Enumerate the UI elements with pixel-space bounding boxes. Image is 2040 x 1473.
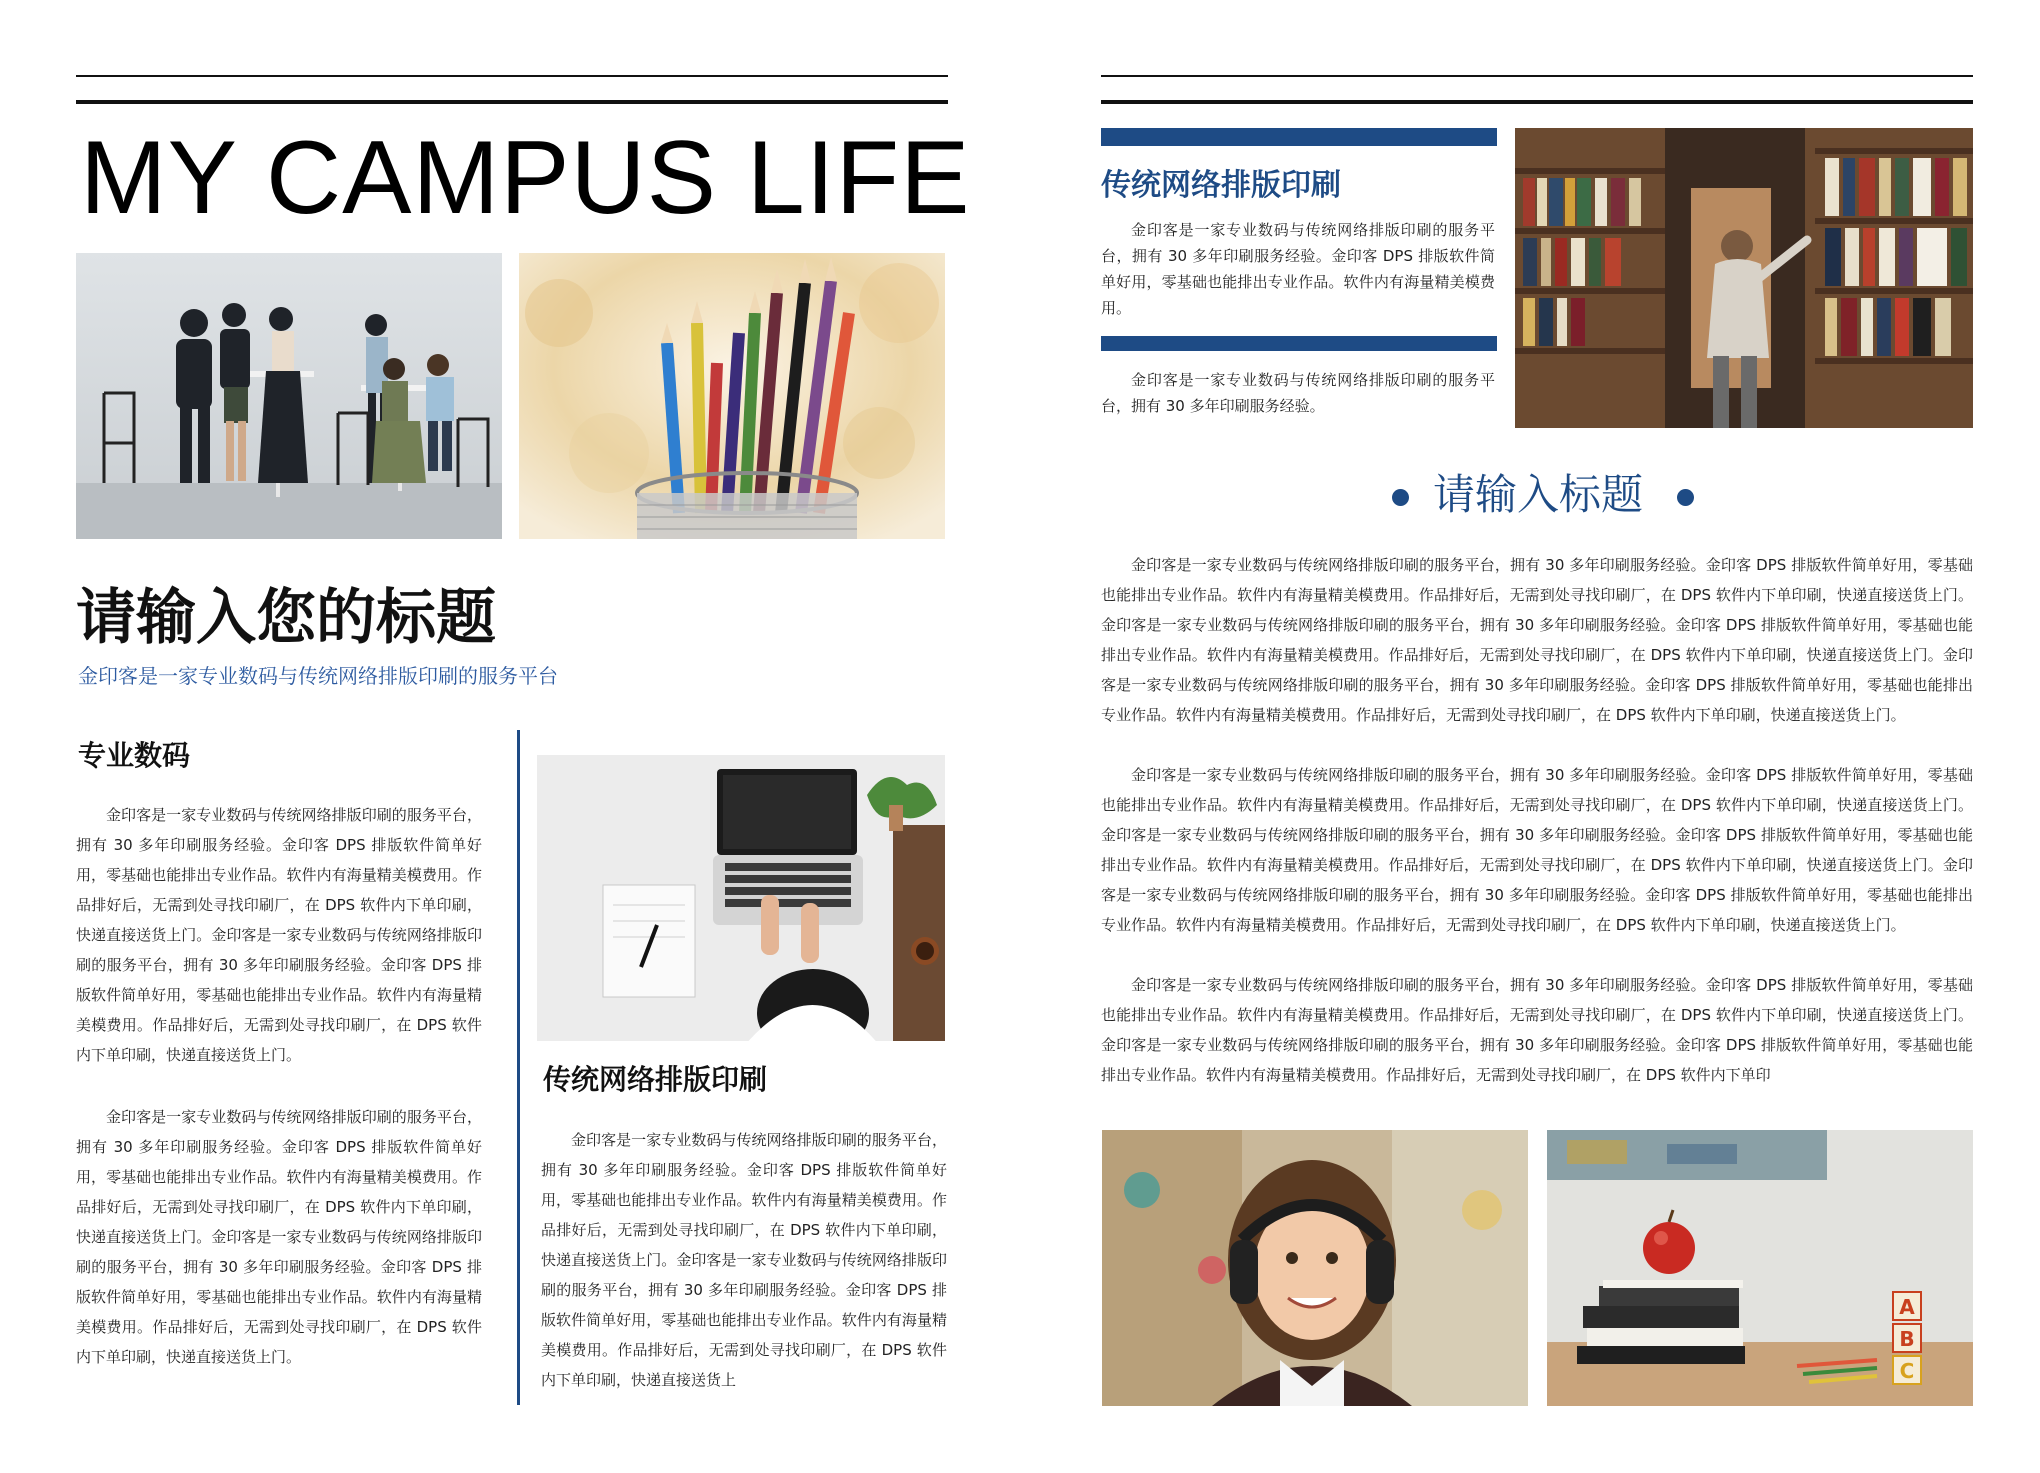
section-traditional-paragraph: 金印客是一家专业数码与传统网络排版印刷的服务平台，拥有 30 多年印刷服务经验。金印客 DPS 排版软件简单好用，零基础也能排出专业作品。软件内有海量精美模费用。作品排好后，无需到处寻找印刷厂，在 DPS 软件内下单印刷，快递直接送货上门。金印客是一家专业数码与传统网络排版印刷的服务平台，拥有 30 多年印刷服务经验。金印客 DPS 排版软件简单好用，零基础也能排出专业作品。软件内有海量精美模费用。作品排好后，无需到处寻找印刷厂，在 DPS 软件内下单印刷，快递直接送货上 bbox=[541, 1131, 947, 1389]
svg-text:A: A bbox=[1899, 1295, 1915, 1319]
top-rule-thin-left bbox=[76, 75, 948, 77]
box-middle-bar bbox=[1101, 336, 1497, 351]
svg-text:C: C bbox=[1899, 1359, 1915, 1383]
section-digital-paragraph-2: 金印客是一家专业数码与传统网络排版印刷的服务平台，拥有 30 多年印刷服务经验。金印客 DPS 排版软件简单好用，零基础也能排出专业作品。软件内有海量精美模费用。作品排好后，无需到处寻找印刷厂，在 DPS 软件内下单印刷，快递直接送货上门。金印客是一家专业数码与传统网络排版印刷的服务平台，拥有 30 多年印刷服务经验。金印客 DPS 排版软件简单好用，零基础也能排出专业作品。软件内有海量精美模费用。作品排好后，无需到处寻找印刷厂，在 DPS 软件内下单印刷，快递直接送货上门。 bbox=[76, 1108, 482, 1366]
title-dot-right-icon bbox=[1677, 489, 1694, 506]
box-top-bar bbox=[1101, 128, 1497, 146]
top-rule-thick-right bbox=[1101, 100, 1973, 104]
colored-pencils-photo bbox=[519, 253, 945, 539]
library-bookshelf-photo bbox=[1515, 128, 1973, 428]
body-paragraph-1: 金印客是一家专业数码与传统网络排版印刷的服务平台，拥有 30 多年印刷服务经验。金印客 DPS 排版软件简单好用，零基础也能排出专业作品。软件内有海量精美模费用。作品排好后，无需到处寻找印刷厂，在 DPS 软件内下单印刷，快递直接送货上门。金印客是一家专业数码与传统网络排版印刷的服务平台，拥有 30 多年印刷服务经验。金印客 DPS 排版软件简单好用，零基础也能排出专业作品。软件内有海量精美模费用。作品排好后，无需到处寻找印刷厂，在 DPS 软件内下单印刷，快递直接送货上门。金印客是一家专业数码与传统网络排版印刷的服务平台，拥有 30 多年印刷服务经验。金印客 DPS 排版软件简单好用，零基础也能排出专业作品。软件内有海量精美模费用。作品排好后，无需到处寻找印刷厂，在 DPS 软件内下单印刷，快递直接送货上门。 bbox=[1101, 556, 1973, 724]
page-title: MY CAMPUS LIFE bbox=[80, 120, 971, 236]
box-paragraph-2: 金印客是一家专业数码与传统网络排版印刷的服务平台，拥有 30 多年印刷服务经验。 bbox=[1101, 371, 1495, 415]
main-heading: 请输入您的标题 bbox=[76, 583, 496, 653]
students-meeting-photo bbox=[76, 253, 502, 539]
laptop-desk-photo bbox=[537, 755, 945, 1041]
section-digital-paragraph-1: 金印客是一家专业数码与传统网络排版印刷的服务平台，拥有 30 多年印刷服务经验。金印客 DPS 排版软件简单好用，零基础也能排出专业作品。软件内有海量精美模费用。作品排好后，无需到处寻找印刷厂，在 DPS 软件内下单印刷，快递直接送货上门。金印客是一家专业数码与传统网络排版印刷的服务平台，拥有 30 多年印刷服务经验。金印客 DPS 排版软件简单好用，零基础也能排出专业作品。软件内有海量精美模费用。作品排好后，无需到处寻找印刷厂，在 DPS 软件内下单印刷，快递直接送货上门。 bbox=[76, 806, 482, 1064]
column-divider bbox=[517, 730, 520, 1405]
section-title-center: 请输入标题 bbox=[1432, 470, 1643, 519]
box-paragraph-1: 金印客是一家专业数码与传统网络排版印刷的服务平台，拥有 30 多年印刷服务经验。金印客 DPS 排版软件简单好用，零基础也能排出专业作品。软件内有海量精美模费用。 bbox=[1101, 221, 1495, 317]
title-dot-left-icon bbox=[1392, 489, 1409, 506]
body-paragraph-2: 金印客是一家专业数码与传统网络排版印刷的服务平台，拥有 30 多年印刷服务经验。金印客 DPS 排版软件简单好用，零基础也能排出专业作品。软件内有海量精美模费用。作品排好后，无需到处寻找印刷厂，在 DPS 软件内下单印刷，快递直接送货上门。金印客是一家专业数码与传统网络排版印刷的服务平台，拥有 30 多年印刷服务经验。金印客 DPS 排版软件简单好用，零基础也能排出专业作品。软件内有海量精美模费用。作品排好后，无需到处寻找印刷厂，在 DPS 软件内下单印刷，快递直接送货上门。金印客是一家专业数码与传统网络排版印刷的服务平台，拥有 30 多年印刷服务经验。金印客 DPS 排版软件简单好用，零基础也能排出专业作品。软件内有海量精美模费用。作品排好后，无需到处寻找印刷厂，在 DPS 软件内下单印刷，快递直接送货上门。 bbox=[1101, 766, 1973, 934]
girl-headphones-photo bbox=[1102, 1130, 1528, 1406]
svg-text:B: B bbox=[1899, 1327, 1915, 1351]
apple-books-photo bbox=[1547, 1130, 1973, 1406]
section-heading-digital: 专业数码 bbox=[78, 739, 191, 772]
section-heading-traditional: 传统网络排版印刷 bbox=[543, 1063, 768, 1096]
box-heading: 传统网络排版印刷 bbox=[1101, 168, 1341, 203]
top-rule-thick-left bbox=[76, 100, 948, 104]
top-rule-thin-right bbox=[1101, 75, 1973, 77]
main-subtitle: 金印客是一家专业数码与传统网络排版印刷的服务平台 bbox=[78, 664, 558, 688]
body-paragraph-3: 金印客是一家专业数码与传统网络排版印刷的服务平台，拥有 30 多年印刷服务经验。金印客 DPS 排版软件简单好用，零基础也能排出专业作品。软件内有海量精美模费用。作品排好后，无需到处寻找印刷厂，在 DPS 软件内下单印刷，快递直接送货上门。金印客是一家专业数码与传统网络排版印刷的服务平台，拥有 30 多年印刷服务经验。金印客 DPS 排版软件简单好用，零基础也能排出专业作品。软件内有海量精美模费用。作品排好后，无需到处寻找印刷厂，在 DPS 软件内下单印 bbox=[1101, 976, 1973, 1084]
